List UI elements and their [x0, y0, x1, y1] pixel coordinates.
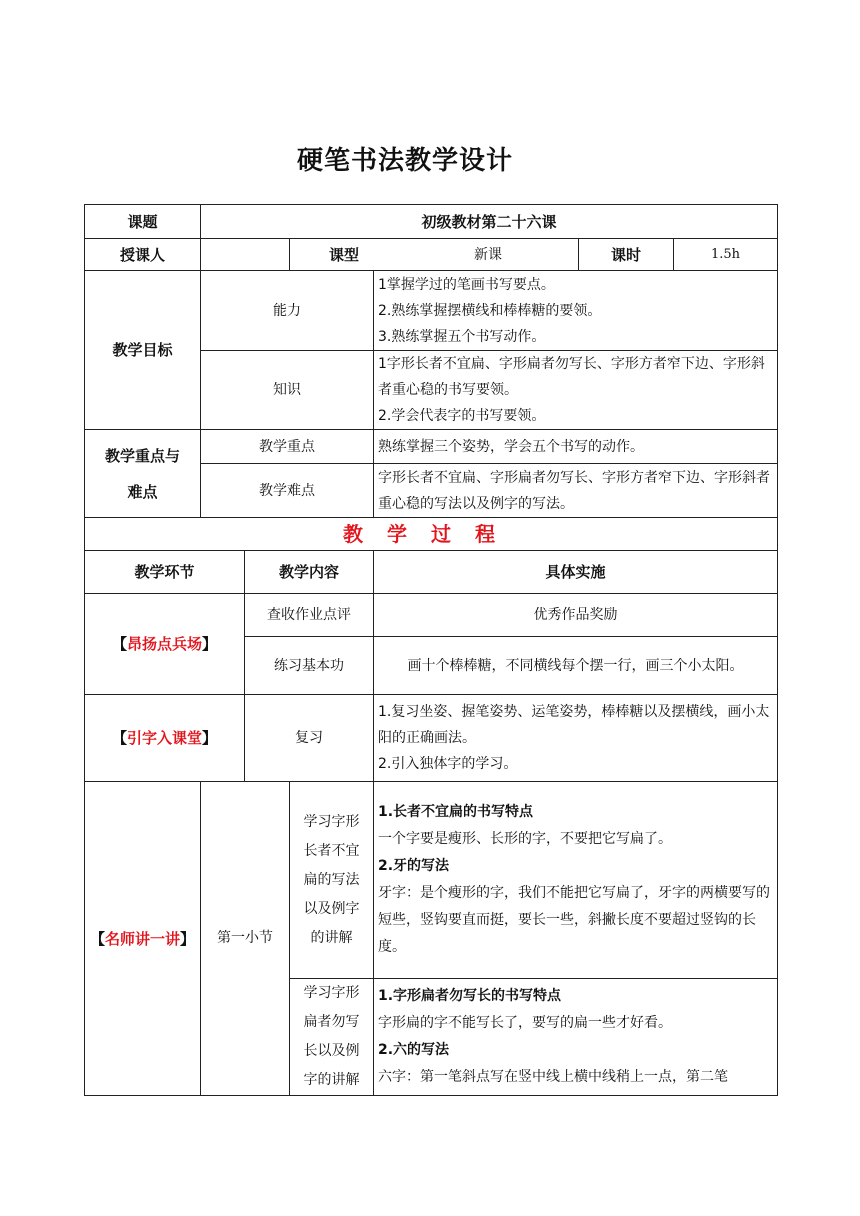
knowledge-label: 知识	[201, 351, 374, 430]
stage3-part1-impl	[374, 782, 778, 979]
part2-para2: 六字：第一笔斜点写在竖中线上横中线稍上一点，第二笔	[378, 1069, 728, 1085]
part2-heading1: 1.字形扁者勿写长的书写特点	[378, 988, 562, 1004]
difficulty-label: 教学难点	[201, 464, 374, 518]
process-heading: 教学过程	[85, 518, 778, 551]
col-impl-header: 具体实施	[374, 551, 778, 594]
teacher-value	[201, 239, 290, 271]
part2-heading2: 2.六的写法	[378, 1042, 450, 1058]
stage2-content: 复习	[245, 695, 374, 782]
goals-label: 教学目标	[85, 271, 201, 430]
stage2-impl-line: 2.引入独体字的学习。	[378, 756, 518, 772]
teacher-label: 授课人	[85, 239, 201, 271]
col-content-header: 教学内容	[245, 551, 374, 594]
time-value: 1.5h	[674, 239, 778, 271]
type-value: 新课	[474, 246, 502, 263]
stage2-name: 【引字入课堂】	[85, 695, 245, 782]
keypoints-label	[85, 430, 201, 518]
knowledge-line: 1字形长者不宜扁、字形扁者勿写长、字形方者窄下边、字形斜者重心稳的书写要领。	[378, 356, 765, 398]
ability-text	[374, 271, 778, 351]
key-label: 教学重点	[201, 430, 374, 464]
stage2-impl	[374, 695, 778, 782]
stage3-name: 【名师讲一讲】	[85, 782, 201, 1096]
stage1-impl: 优秀作品奖励	[374, 594, 778, 637]
stage1-impl: 画十个棒棒糖，不同横线每个摆一行，画三个小太阳。	[374, 637, 778, 695]
stage1-content: 练习基本功	[245, 637, 374, 695]
ability-label: 能力	[201, 271, 374, 351]
stage2-name-text: 引字入课堂	[126, 729, 202, 747]
stage3-section: 第一小节	[201, 782, 290, 1096]
stage1-name-text: 昂扬点兵场	[126, 635, 202, 653]
stage3-part1-content: 学习字形长者不宜扁的写法以及例字的讲解	[290, 782, 374, 979]
stage1-content: 查收作业点评	[245, 594, 374, 637]
topic-label: 课题	[85, 205, 201, 239]
ability-line: 1掌握学过的笔画书写要点。	[378, 276, 555, 293]
knowledge-line: 2.学会代表字的书写要领。	[378, 408, 546, 424]
stage3-part2-content: 学习字形扁者勿写长以及例字的讲解	[290, 979, 374, 1096]
part1-para1: 一个字要是瘦形、长形的字，不要把它写扁了。	[378, 831, 672, 847]
keypoints-label-line1: 教学重点与	[104, 446, 180, 465]
col-stage-header: 教学环节	[85, 551, 245, 594]
time-label: 课时	[579, 239, 674, 271]
ability-line: 2.熟练掌握摆横线和棒棒糖的要领。	[378, 302, 602, 319]
ability-line: 3.熟练掌握五个书写动作。	[378, 328, 546, 345]
type-label: 课型	[328, 245, 359, 264]
keypoints-label-line2: 难点	[127, 482, 158, 501]
difficulty-text: 字形长者不宜扁、字形扁者勿写长、字形方者窄下边、字形斜者重心稳的写法以及例字的写法。	[374, 464, 778, 518]
stage3-part2-impl	[374, 979, 778, 1096]
part1-para2: 牙字：是个瘦形的字，我们不能把它写扁了，牙字的两横要写的短些，竖钩要直而挺，要长一些，斜撇长度不要超过竖钩的长度。	[378, 885, 770, 955]
lesson-plan-table	[84, 204, 778, 1096]
page-title: 硬笔书法教学设计	[296, 146, 513, 176]
stage1-name: 【昂扬点兵场】	[85, 594, 245, 695]
key-text: 熟练掌握三个姿势，学会五个书写的动作。	[374, 430, 778, 464]
stage2-impl-line: 1.复习坐姿、握笔姿势、运笔姿势，棒棒糖以及摆横线，画小太阳的正确画法。	[378, 704, 770, 746]
knowledge-text	[374, 351, 778, 430]
topic-value: 初级教材第二十六课	[201, 205, 778, 239]
part1-heading1: 1.长者不宜扁的书写特点	[378, 804, 534, 820]
part2-para1: 字形扁的字不能写长了，要写的扁一些才好看。	[378, 1015, 672, 1031]
part1-heading2: 2.牙的写法	[378, 858, 450, 874]
stage3-name-text: 名师讲一讲	[104, 929, 180, 948]
